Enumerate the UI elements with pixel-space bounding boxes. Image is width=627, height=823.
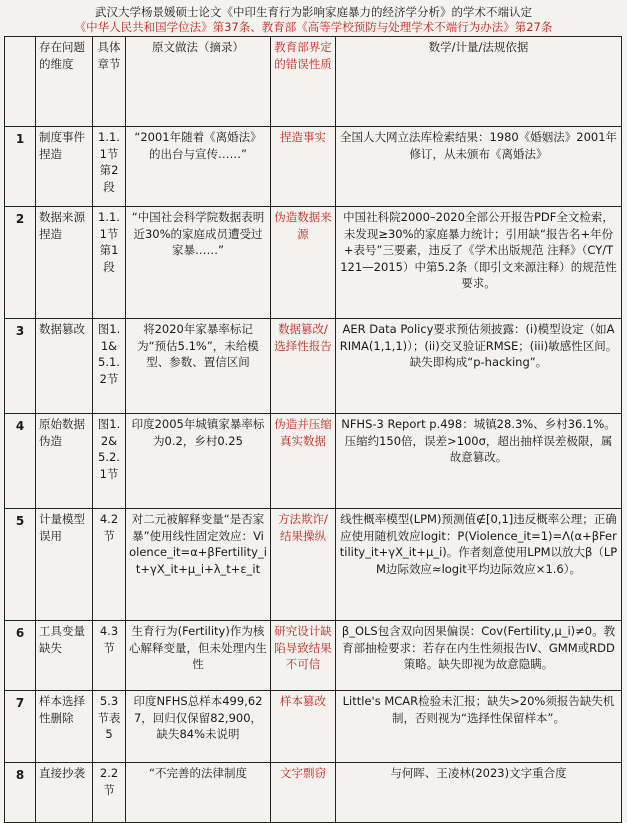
table-header-row [5, 37, 622, 127]
row-basis: 中国社科院2000–2020全部公开报告PDF全文检索，未发现≥30%的家庭暴力统计；引用缺“报告名+年份+表号”三要素，违反了《学术出版规范 注释》（CY/T 121—2015）中第5.2条（即引文来源注释）的规范性要求。 [336, 207, 622, 319]
row-chapter: 1.1.1节第1段 [93, 207, 126, 319]
row-number: 2 [5, 207, 36, 319]
row-number: 6 [5, 621, 36, 691]
row-number: 8 [5, 763, 36, 823]
row-dimension: 原始数据伪造 [36, 414, 93, 509]
table-row [5, 319, 622, 414]
row-basis: 线性概率模型(LPM)预测值∉[0,1]违反概率公理；正确应使用随机效应logit：P(Violence_it=1)=Λ(α+βFertility_it+γX_it+μ_i)。作者刻意使用LPM以放大β（LPM边际效应≈logit平均边际效应×1.6）。 [336, 509, 622, 621]
row-chapter: 4.3节 [93, 621, 126, 691]
row-number: 3 [5, 319, 36, 414]
table-row [5, 691, 622, 763]
row-excerpt: “2001年随着《离婚法》的出台与宣传……” [126, 127, 271, 207]
row-basis: 全国人大网立法库检索结果：1980《婚姻法》2001年修订，从未颁布《离婚法》 [336, 127, 622, 207]
header-excerpt: 原文做法（摘录） [126, 37, 271, 127]
misconduct-table [4, 36, 622, 823]
table-row [5, 414, 622, 509]
table-row [5, 207, 622, 319]
row-chapter: 1.1.1节第2段 [93, 127, 126, 207]
table-row [5, 127, 622, 207]
row-excerpt: “中国社会科学院数据表明近30%的家庭成员遭受过家暴……” [126, 207, 271, 319]
document-title: 武汉大学杨景媛硕士论文《中印生育行为影响家庭暴力的经济学分析》的学术不端认定 [95, 5, 532, 19]
row-error-nature: 文字剽窃 [271, 763, 336, 823]
row-dimension: 样本选择性删除 [36, 691, 93, 763]
row-error-nature: 捏造事实 [271, 127, 336, 207]
row-chapter: 4.2节 [93, 509, 126, 621]
table-row [5, 763, 622, 823]
row-dimension: 制度事件捏造 [36, 127, 93, 207]
row-chapter: 图1.2&5.2.1节 [93, 414, 126, 509]
row-excerpt: 对二元被解释变量“是否家暴”使用线性固定效应：Violence_it=α+βFertility_it+γX_it+μ_i+λ_t+ε_it [126, 509, 271, 621]
row-number: 5 [5, 509, 36, 621]
row-error-nature: 样本篡改 [271, 691, 336, 763]
row-basis: β_OLS包含双向因果偏误：Cov(Fertility,μ_i)≠0。教育部抽检要求：若存在内生性须报告IV、GMM或RDD策略。缺失即视为故意隐瞒。 [336, 621, 622, 691]
row-dimension: 数据篡改 [36, 319, 93, 414]
table-row [5, 509, 622, 621]
row-excerpt: 印度NFHS总样本499,627，回归仅保留82,900，缺失84%未说明 [126, 691, 271, 763]
header-no [5, 37, 36, 127]
header-chapter: 具体章节 [93, 37, 126, 127]
row-error-nature: 研究设计缺陷导致结果不可信 [271, 621, 336, 691]
row-basis: NFHS-3 Report p.498：城镇28.3%、乡村36.1%。压缩约150倍，误差>100σ，超出抽样误差极限，属故意篡改。 [336, 414, 622, 509]
row-chapter: 2.2节 [93, 763, 126, 823]
row-excerpt: 将2020年家暴率标记为“预估5.1%”，未给模型、参数、置信区间 [126, 319, 271, 414]
legal-basis-line: 《中华人民共和国学位法》第37条、教育部《高等学校预防与处理学术不端行为办法》第27条 [74, 20, 553, 34]
row-dimension: 直接抄袭 [36, 763, 93, 823]
row-number: 7 [5, 691, 36, 763]
row-chapter: 5.3节表5 [93, 691, 126, 763]
row-dimension: 工具变量缺失 [36, 621, 93, 691]
row-basis: 与何晖、王凌林(2023)文字重合度 [336, 763, 622, 823]
row-number: 1 [5, 127, 36, 207]
row-basis: AER Data Policy要求预估须披露：(i)模型设定（如ARIMA(1,1,1)）；(ii)交叉验证RMSE；(iii)敏感性区间。缺失即构成“p-hacking”。 [336, 319, 622, 414]
row-error-nature: 方法欺诈/结果操纵 [271, 509, 336, 621]
row-error-nature: 伪造并压缩真实数据 [271, 414, 336, 509]
row-error-nature: 数据篡改/选择性报告 [271, 319, 336, 414]
row-excerpt: 印度2005年城镇家暴率标为0.2，乡村0.25 [126, 414, 271, 509]
row-excerpt: 生育行为(Fertility)作为核心解释变量，但未处理内生性 [126, 621, 271, 691]
row-excerpt: “不完善的法律制度 [126, 763, 271, 823]
row-chapter: 图1.1&5.1.2节 [93, 319, 126, 414]
row-basis: Little's MCAR检验未汇报；缺失>20%须报告缺失机制，否则视为“选择性保留样本”。 [336, 691, 622, 763]
row-dimension: 计量模型误用 [36, 509, 93, 621]
header-dimension: 存在问题的维度 [36, 37, 93, 127]
header-basis: 数学/计量/法规依据 [336, 37, 622, 127]
row-number: 4 [5, 414, 36, 509]
table-row [5, 621, 622, 691]
document-header [0, 0, 627, 39]
row-dimension: 数据来源捏造 [36, 207, 93, 319]
header-error: 教育部界定的错误性质 [271, 37, 336, 127]
row-error-nature: 伪造数据来源 [271, 207, 336, 319]
